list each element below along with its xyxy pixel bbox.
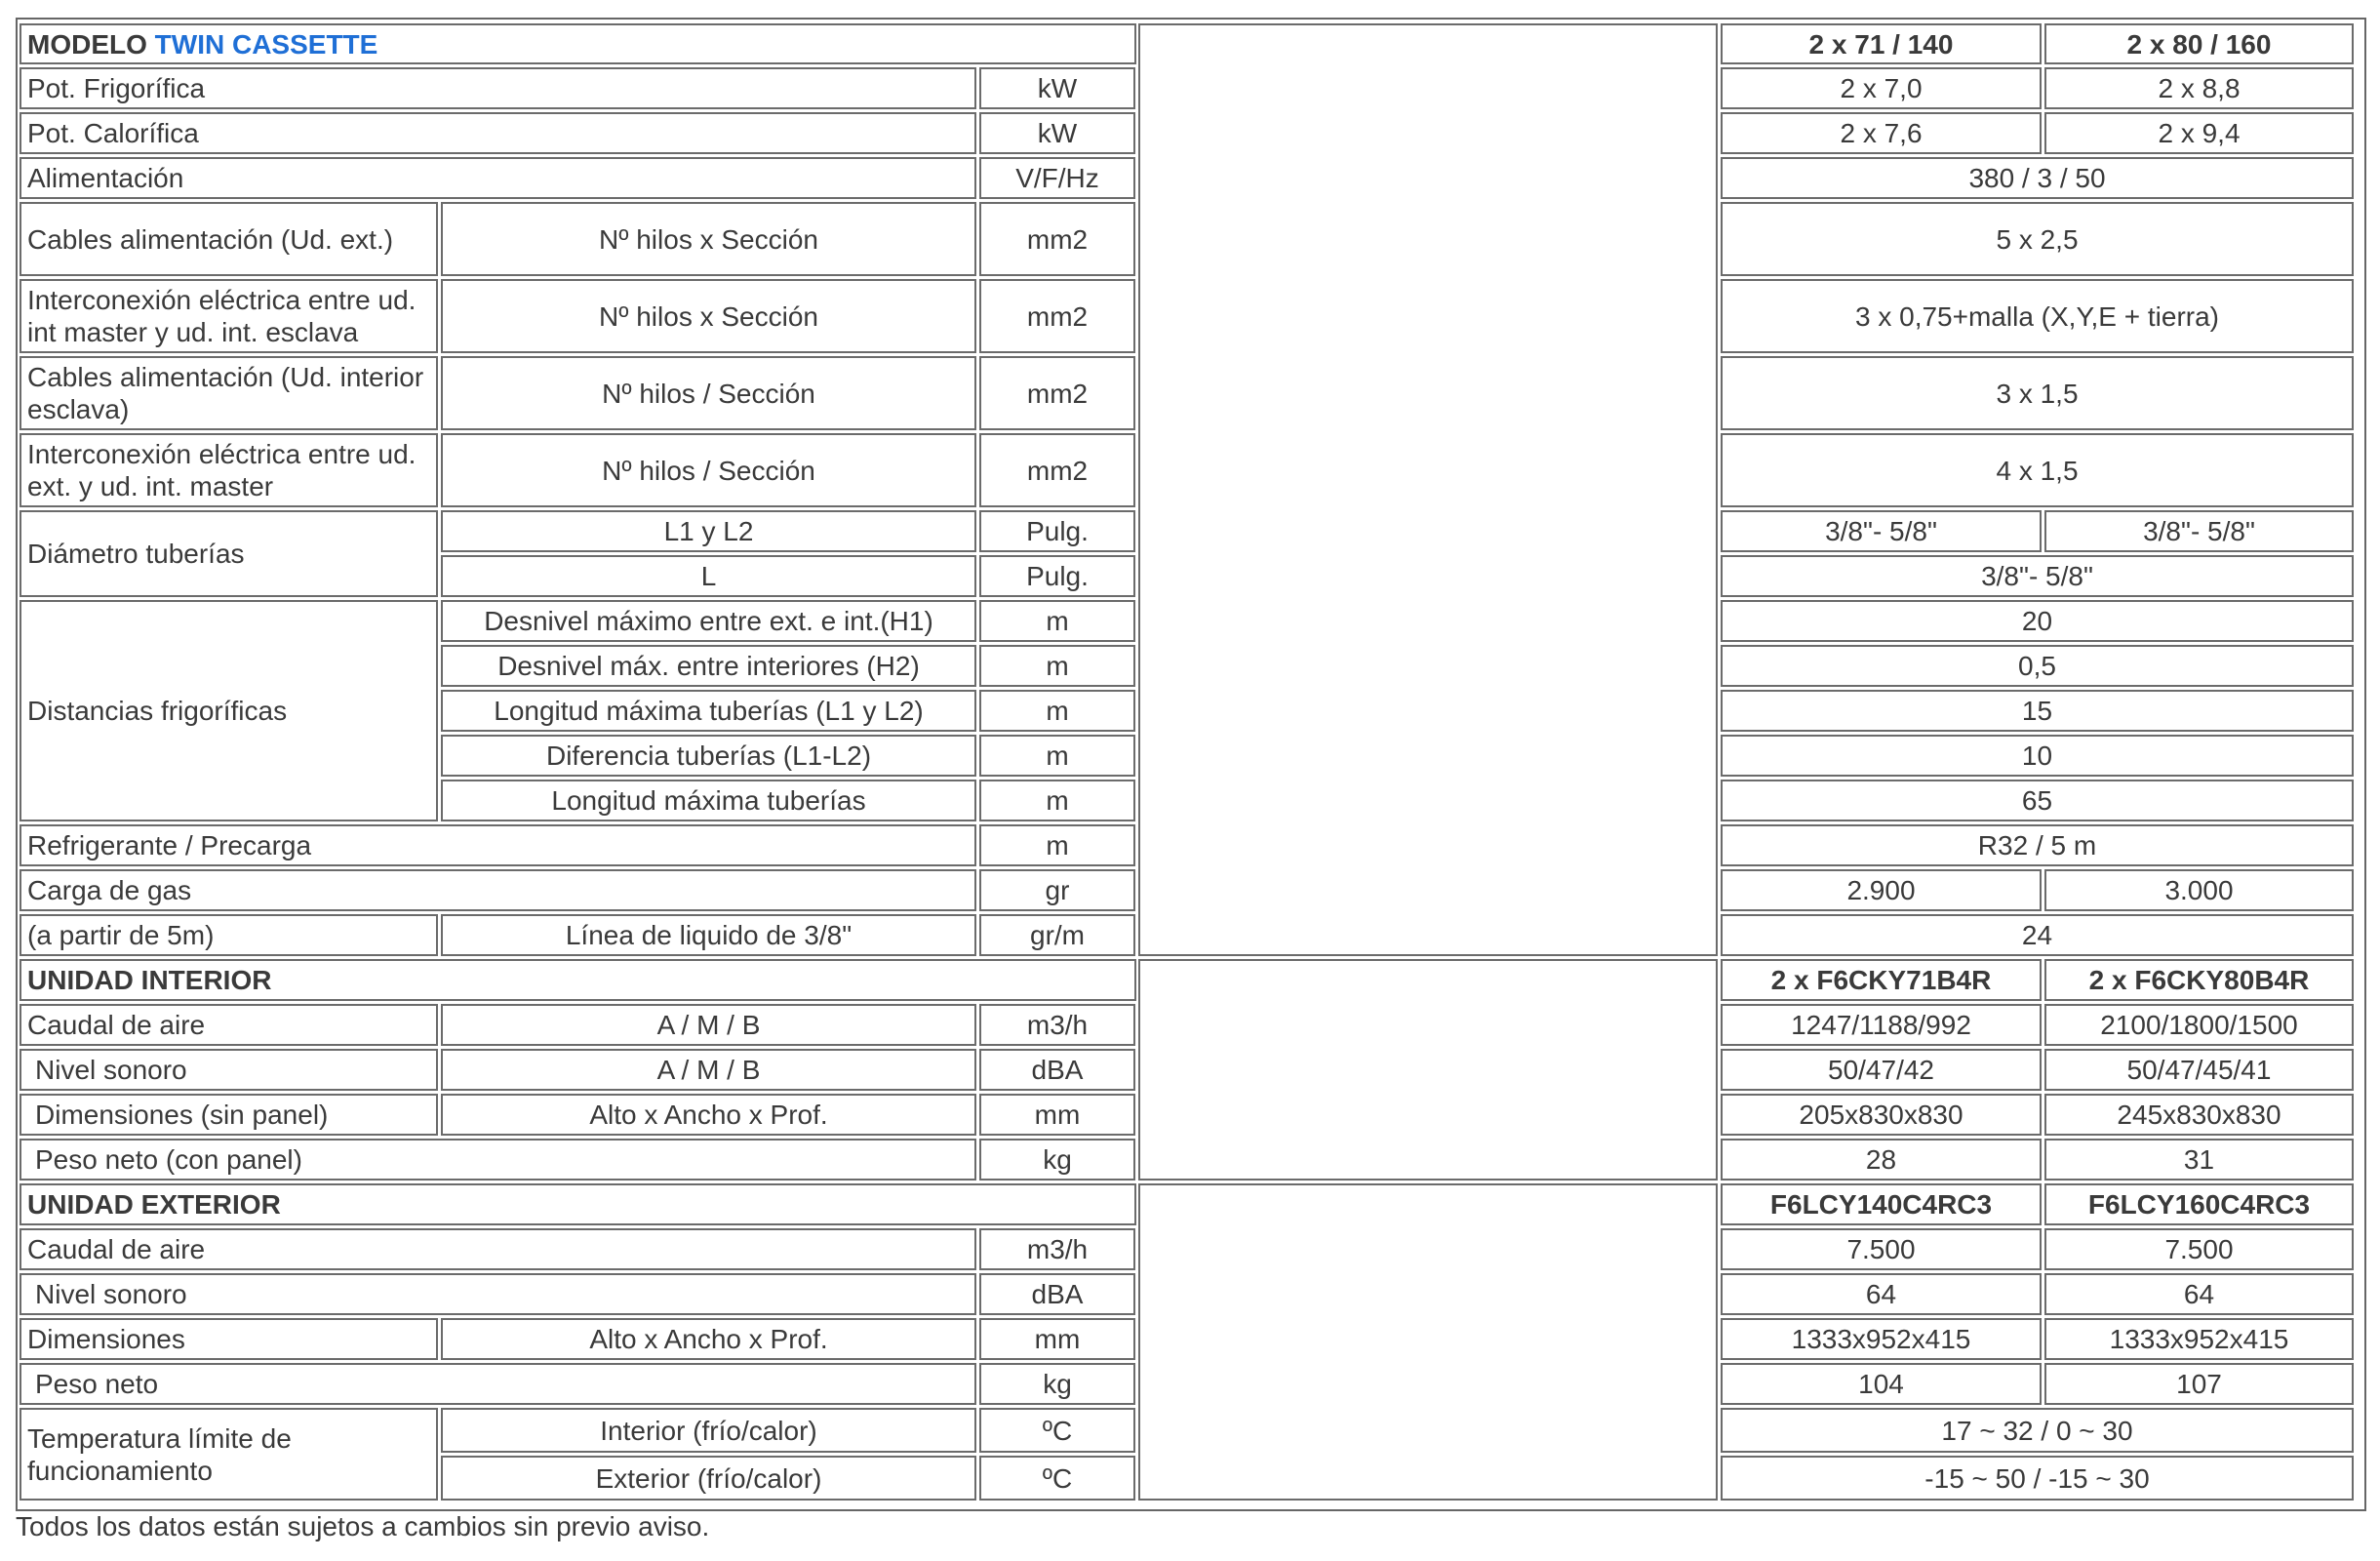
int-nivel-a: 50/47/42 — [1721, 1049, 2042, 1091]
int-peso-b: 31 — [2044, 1139, 2354, 1181]
diametro-r1-b: 3/8"- 5/8" — [2044, 510, 2354, 552]
interior-b-model: 2 x F6CKY80B4R — [2044, 959, 2354, 1001]
inter-master-esclava-label: Interconexión eléctrica entre ud. int master y ud. int. esclava — [20, 279, 438, 353]
interior-a-model: 2 x F6CKY71B4R — [1721, 959, 2042, 1001]
blank-area-3 — [1138, 1183, 1718, 1501]
ext-dim-sub: Alto x Ancho x Prof. — [441, 1318, 976, 1360]
distancias-r4-unit: m — [979, 735, 1135, 777]
temp-label: Temperatura límite de funcionamiento — [20, 1408, 438, 1501]
distancias-r5-value: 65 — [1721, 780, 2354, 821]
inter-master-esclava-unit: mm2 — [979, 279, 1135, 353]
col-a-header: 2 x 71 / 140 — [1721, 23, 2042, 64]
int-nivel-sub: A / M / B — [441, 1049, 976, 1091]
a-partir-label: (a partir de 5m) — [20, 914, 438, 956]
distancias-r2-sub: Desnivel máx. entre interiores (H2) — [441, 645, 976, 687]
ext-nivel-unit: dBA — [979, 1273, 1135, 1315]
ext-dim-unit: mm — [979, 1318, 1135, 1360]
alim-value: 380 / 3 / 50 — [1721, 157, 2354, 199]
cables-esclava-sub: Nº hilos / Sección — [441, 356, 976, 430]
pot-frig-b: 2 x 8,8 — [2044, 67, 2354, 109]
int-dim-sub: Alto x Ancho x Prof. — [441, 1094, 976, 1136]
distancias-r2-value: 0,5 — [1721, 645, 2354, 687]
exterior-b-model: F6LCY160C4RC3 — [2044, 1183, 2354, 1225]
distancias-r4-sub: Diferencia tuberías (L1-L2) — [441, 735, 976, 777]
inter-ext-master-label: Interconexión eléctrica entre ud. ext. y ud. int. master — [20, 433, 438, 507]
spec-table — [16, 18, 2366, 1511]
a-partir-unit: gr/m — [979, 914, 1135, 956]
diametro-r2-unit: Pulg. — [979, 555, 1135, 597]
int-caudal-unit: m3/h — [979, 1004, 1135, 1046]
distancias-r5-sub: Longitud máxima tuberías — [441, 780, 976, 821]
distancias-r3-unit: m — [979, 690, 1135, 732]
carga-gas-unit: gr — [979, 869, 1135, 911]
pot-cal-b: 2 x 9,4 — [2044, 112, 2354, 154]
int-caudal-label: Caudal de aire — [20, 1004, 438, 1046]
carga-gas-a: 2.900 — [1721, 869, 2042, 911]
carga-gas-label: Carga de gas — [20, 869, 976, 911]
temp-r2-sub: Exterior (frío/calor) — [441, 1456, 976, 1501]
ext-caudal-a: 7.500 — [1721, 1228, 2042, 1270]
int-nivel-unit: dBA — [979, 1049, 1135, 1091]
ext-caudal-b: 7.500 — [2044, 1228, 2354, 1270]
cables-ext-unit: mm2 — [979, 202, 1135, 276]
diametro-r1-sub: L1 y L2 — [441, 510, 976, 552]
ext-peso-unit: kg — [979, 1363, 1135, 1405]
diametro-r2-sub: L — [441, 555, 976, 597]
pot-cal-label: Pot. Calorífica — [20, 112, 976, 154]
cables-ext-sub: Nº hilos x Sección — [441, 202, 976, 276]
pot-frig-a: 2 x 7,0 — [1721, 67, 2042, 109]
int-dim-unit: mm — [979, 1094, 1135, 1136]
ext-nivel-a: 64 — [1721, 1273, 2042, 1315]
cables-esclava-value: 3 x 1,5 — [1721, 356, 2354, 430]
cables-esclava-label: Cables alimentación (Ud. interior esclava) — [20, 356, 438, 430]
distancias-r1-value: 20 — [1721, 600, 2354, 642]
carga-gas-b: 3.000 — [2044, 869, 2354, 911]
inter-ext-master-value: 4 x 1,5 — [1721, 433, 2354, 507]
cables-ext-value: 5 x 2,5 — [1721, 202, 2354, 276]
diametro-label: Diámetro tuberías — [20, 510, 438, 597]
int-dim-label: Dimensiones (sin panel) — [20, 1094, 438, 1136]
refrigerante-value: R32 / 5 m — [1721, 824, 2354, 866]
diametro-r2-value: 3/8"- 5/8" — [1721, 555, 2354, 597]
int-peso-label: Peso neto (con panel) — [20, 1139, 976, 1181]
exterior-a-model: F6LCY140C4RC3 — [1721, 1183, 2042, 1225]
a-partir-sub: Línea de liquido de 3/8" — [441, 914, 976, 956]
distancias-r1-unit: m — [979, 600, 1135, 642]
ext-caudal-label: Caudal de aire — [20, 1228, 976, 1270]
ext-dim-label: Dimensiones — [20, 1318, 438, 1360]
model-header — [20, 23, 1136, 64]
blank-area-2 — [1138, 959, 1718, 1181]
a-partir-value: 24 — [1721, 914, 2354, 956]
int-caudal-b: 2100/1800/1500 — [2044, 1004, 2354, 1046]
int-nivel-b: 50/47/45/41 — [2044, 1049, 2354, 1091]
distancias-r1-sub: Desnivel máximo entre ext. e int.(H1) — [441, 600, 976, 642]
distancias-r2-unit: m — [979, 645, 1135, 687]
int-dim-b: 245x830x830 — [2044, 1094, 2354, 1136]
distancias-r5-unit: m — [979, 780, 1135, 821]
pot-cal-unit: kW — [979, 112, 1135, 154]
ext-caudal-unit: m3/h — [979, 1228, 1135, 1270]
ext-peso-b: 107 — [2044, 1363, 2354, 1405]
temp-r1-sub: Interior (frío/calor) — [441, 1408, 976, 1453]
temp-r2-value: -15 ~ 50 / -15 ~ 30 — [1721, 1456, 2354, 1501]
col-b-header: 2 x 80 / 160 — [2044, 23, 2354, 64]
temp-r1-unit: ºC — [979, 1408, 1135, 1453]
inter-ext-master-sub: Nº hilos / Sección — [441, 433, 976, 507]
cables-ext-label: Cables alimentación (Ud. ext.) — [20, 202, 438, 276]
inter-ext-master-unit: mm2 — [979, 433, 1135, 507]
ext-nivel-label: Nivel sonoro — [20, 1273, 976, 1315]
interior-title: UNIDAD INTERIOR — [20, 959, 1136, 1001]
model-prefix: MODELO — [27, 28, 147, 60]
int-peso-a: 28 — [1721, 1139, 2042, 1181]
exterior-title: UNIDAD EXTERIOR — [20, 1183, 1136, 1225]
int-caudal-sub: A / M / B — [441, 1004, 976, 1046]
distancias-r4-value: 10 — [1721, 735, 2354, 777]
int-peso-unit: kg — [979, 1139, 1135, 1181]
ext-dim-b: 1333x952x415 — [2044, 1318, 2354, 1360]
distancias-label: Distancias frigoríficas — [20, 600, 438, 821]
alim-label: Alimentación — [20, 157, 976, 199]
ext-peso-label: Peso neto — [20, 1363, 976, 1405]
inter-master-esclava-value: 3 x 0,75+malla (X,Y,E + tierra) — [1721, 279, 2354, 353]
footer-note: Todos los datos están sujetos a cambios sin previo aviso. — [16, 1511, 710, 1541]
pot-frig-label: Pot. Frigorífica — [20, 67, 976, 109]
distancias-r3-value: 15 — [1721, 690, 2354, 732]
temp-r2-unit: ºC — [979, 1456, 1135, 1501]
diametro-r1-unit: Pulg. — [979, 510, 1135, 552]
pot-cal-a: 2 x 7,6 — [1721, 112, 2042, 154]
cables-esclava-unit: mm2 — [979, 356, 1135, 430]
distancias-r3-sub: Longitud máxima tuberías (L1 y L2) — [441, 690, 976, 732]
temp-r1-value: 17 ~ 32 / 0 ~ 30 — [1721, 1408, 2354, 1453]
alim-unit: V/F/Hz — [979, 157, 1135, 199]
refrigerante-label: Refrigerante / Precarga — [20, 824, 976, 866]
int-dim-a: 205x830x830 — [1721, 1094, 2042, 1136]
ext-dim-a: 1333x952x415 — [1721, 1318, 2042, 1360]
model-name: TWIN CASSETTE — [154, 28, 378, 60]
pot-frig-unit: kW — [979, 67, 1135, 109]
diametro-r1-a: 3/8"- 5/8" — [1721, 510, 2042, 552]
ext-peso-a: 104 — [1721, 1363, 2042, 1405]
inter-master-esclava-sub: Nº hilos x Sección — [441, 279, 976, 353]
int-caudal-a: 1247/1188/992 — [1721, 1004, 2042, 1046]
refrigerante-unit: m — [979, 824, 1135, 866]
blank-area-1 — [1138, 23, 1718, 956]
int-nivel-label: Nivel sonoro — [20, 1049, 438, 1091]
ext-nivel-b: 64 — [2044, 1273, 2354, 1315]
